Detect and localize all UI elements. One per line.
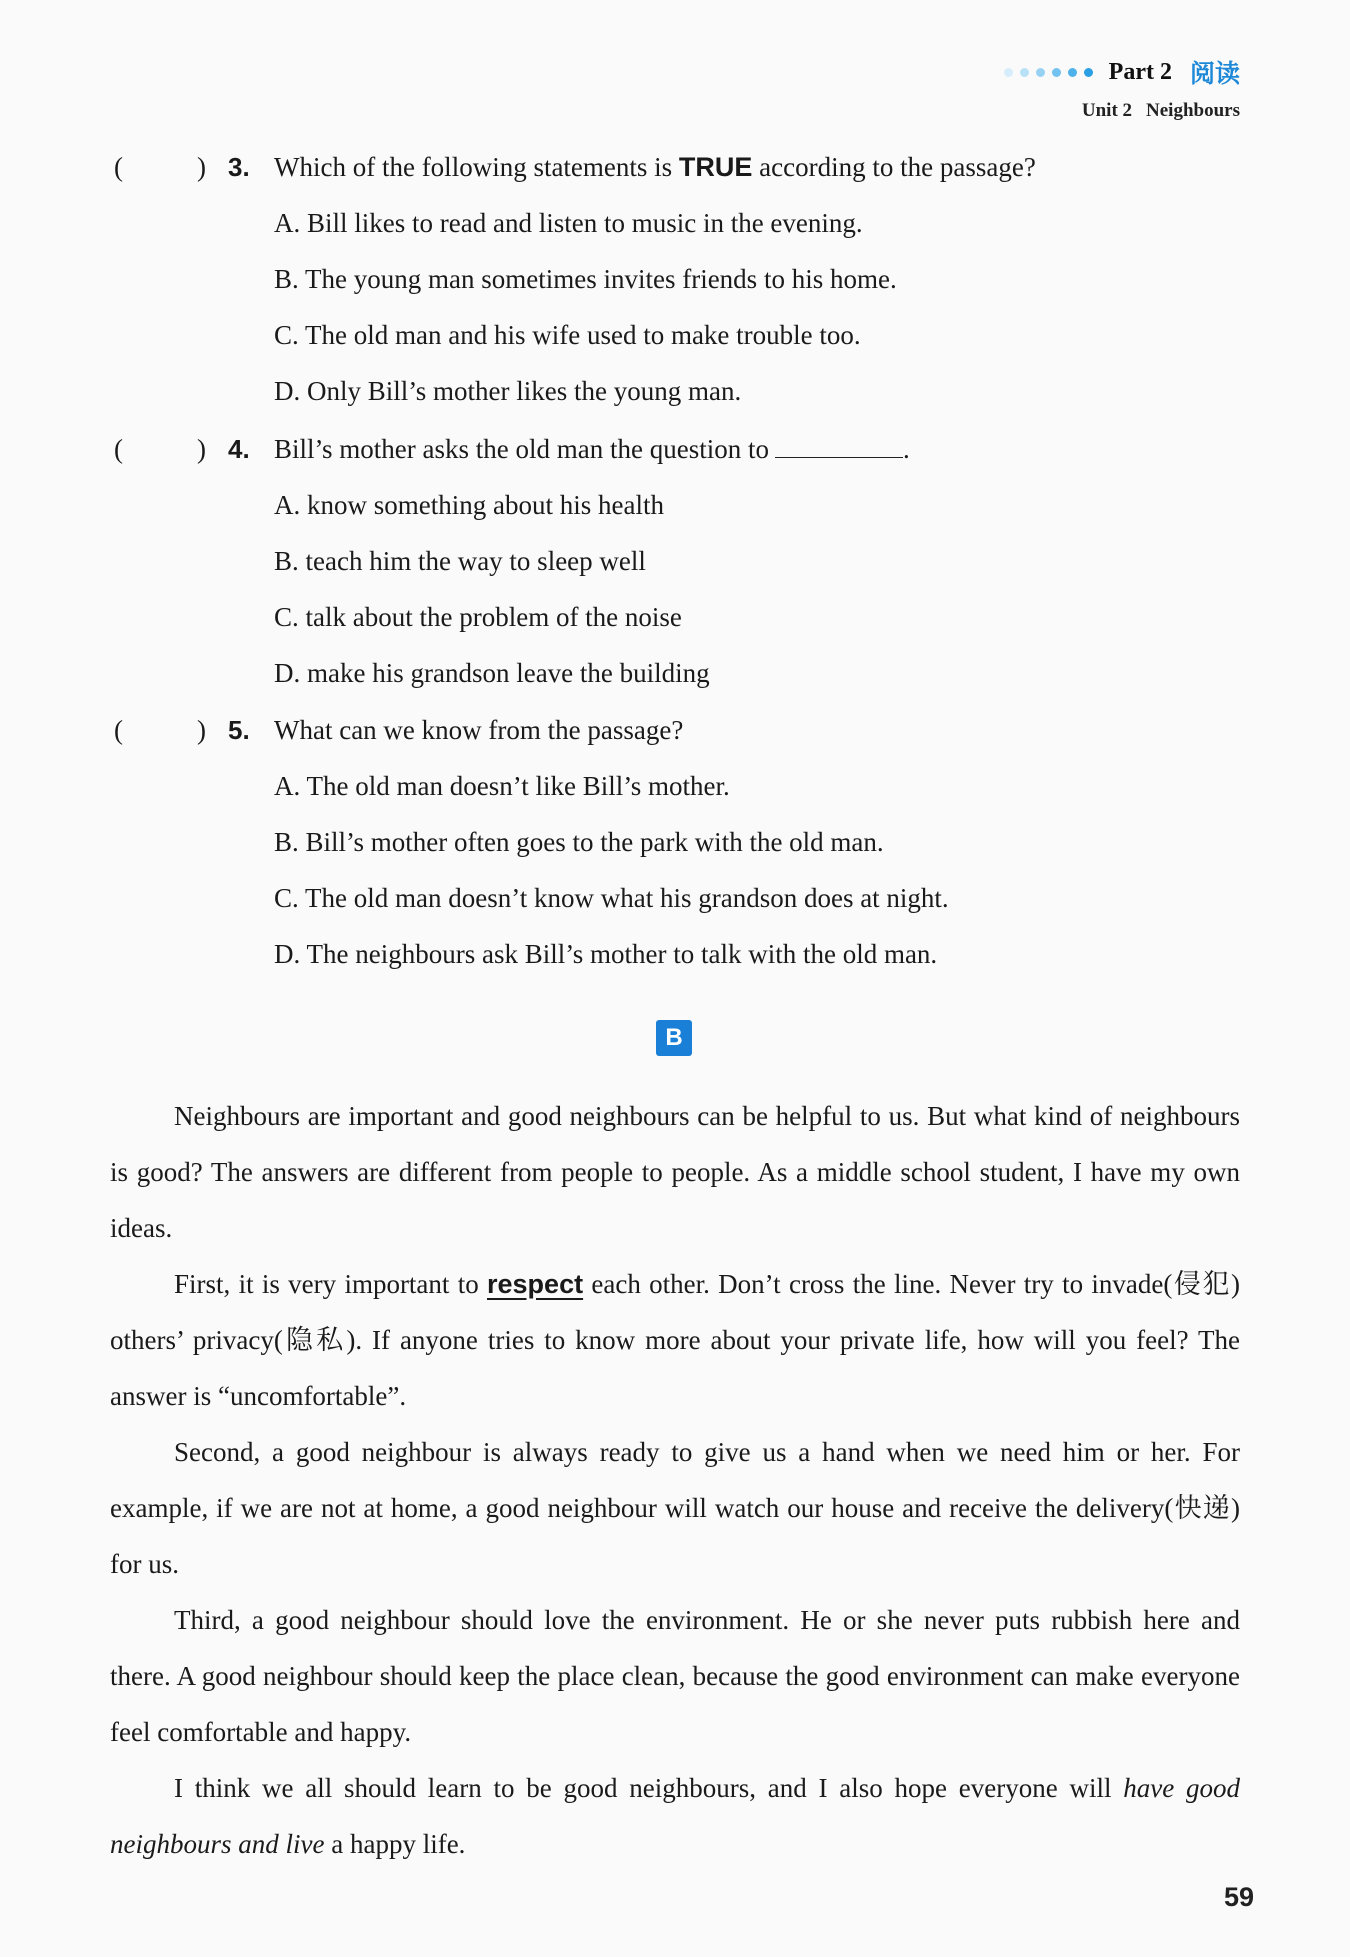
option-a: A. Bill likes to read and listen to music in the evening. xyxy=(274,208,863,238)
question-text-part: according to the passage? xyxy=(752,152,1036,182)
fill-in-blank[interactable] xyxy=(775,435,903,458)
option-d: D. Only Bill’s mother likes the young man. xyxy=(274,376,742,406)
answer-paren-open: ( xyxy=(114,434,123,464)
answer-paren-open: ( xyxy=(114,152,123,182)
question-text xyxy=(274,432,910,466)
question-text-part: . xyxy=(902,434,910,464)
page-header xyxy=(1004,54,1240,122)
question-text-part: Which of the following statements is xyxy=(274,152,679,182)
paragraph-text: I think we all should learn to be good neighbours, and I also hope everyone will xyxy=(174,1773,1124,1803)
option-c: C. The old man and his wife used to make trouble too. xyxy=(274,320,861,350)
page-number: 59 xyxy=(1223,1882,1254,1912)
passage-paragraph-5 xyxy=(110,1760,1240,1872)
option-d: D. The neighbours ask Bill’s mother to talk with the old man. xyxy=(274,939,938,969)
section-b-badge: B xyxy=(656,1020,692,1056)
dot-icon xyxy=(1036,68,1045,77)
part-chinese-label: 阅读 xyxy=(1189,59,1240,88)
paragraph-italic-text: have good neighbours and live xyxy=(110,1773,1240,1859)
answer-paren-open: ( xyxy=(114,715,123,745)
header-top-line xyxy=(1004,54,1240,90)
option-a: A. know something about his health xyxy=(274,490,664,520)
option-b: B. Bill’s mother often goes to the park with the old man. xyxy=(274,827,884,857)
option-a: A. The old man doesn’t like Bill’s mother. xyxy=(274,771,730,801)
dot-icon xyxy=(1084,68,1093,77)
paragraph-text: First, it is very important to xyxy=(174,1269,488,1299)
question-text: What can we know from the passage? xyxy=(274,715,684,745)
answer-paren-close: ) xyxy=(197,434,206,464)
option-c: C. The old man doesn’t know what his grandson does at night. xyxy=(274,883,949,913)
passage-paragraph-4: Third, a good neighbour should love the environment. He or she never puts rubbish here and there. A good neighbour should keep the place clean, because the good environment can make everyone feel comfortable and happy. xyxy=(110,1605,1240,1747)
option-b: B. teach him the way to sleep well xyxy=(274,546,646,576)
paragraph-text: each other. Don’t cross the line. Never try to invade(侵犯) others’ privacy(隐私). If anyone tries to know more about your private life, how will you feel? The answer is “uncomfortable”. xyxy=(110,1269,1240,1411)
dot-icon xyxy=(1020,68,1029,77)
answer-paren-close: ) xyxy=(197,152,206,182)
part-label: Part 2 xyxy=(1108,58,1172,85)
dot-icon xyxy=(1068,68,1077,77)
answer-paren-close: ) xyxy=(197,715,206,745)
question-text xyxy=(274,150,1036,184)
question-number: 5. xyxy=(228,715,250,745)
unit-line xyxy=(1004,100,1240,122)
dot-icon xyxy=(1052,68,1061,77)
reading-passage xyxy=(110,1088,1240,1872)
unit-label: Unit 2 xyxy=(1081,100,1133,121)
passage-paragraph-2 xyxy=(110,1256,1240,1424)
question-text-bold: TRUE xyxy=(678,152,753,182)
decorative-dots-icon xyxy=(1004,68,1093,77)
option-d: D. make his grandson leave the building xyxy=(274,658,710,688)
passage-paragraph-3: Second, a good neighbour is always ready to give us a hand when we need him or her. For example, if we are not at home, a good neighbour will watch our house and receive the delivery(快递) for us. xyxy=(110,1437,1240,1579)
option-b: B. The young man sometimes invites friends to his home. xyxy=(274,264,897,294)
question-number: 4. xyxy=(228,434,250,464)
unit-title: Neighbours xyxy=(1146,100,1240,121)
question-number: 3. xyxy=(228,152,250,182)
passage-paragraph-1: Neighbours are important and good neighbours can be helpful to us. But what kind of neighbours is good? The answers are different from people to people. As a middle school student, I have my own ideas. xyxy=(110,1101,1240,1243)
question-text-part: Bill’s mother asks the old man the question to xyxy=(274,434,769,464)
keyword-respect: respect xyxy=(487,1269,584,1299)
paragraph-text: a happy life. xyxy=(324,1829,466,1859)
option-c: C. talk about the problem of the noise xyxy=(274,602,682,632)
dot-icon xyxy=(1004,68,1013,77)
